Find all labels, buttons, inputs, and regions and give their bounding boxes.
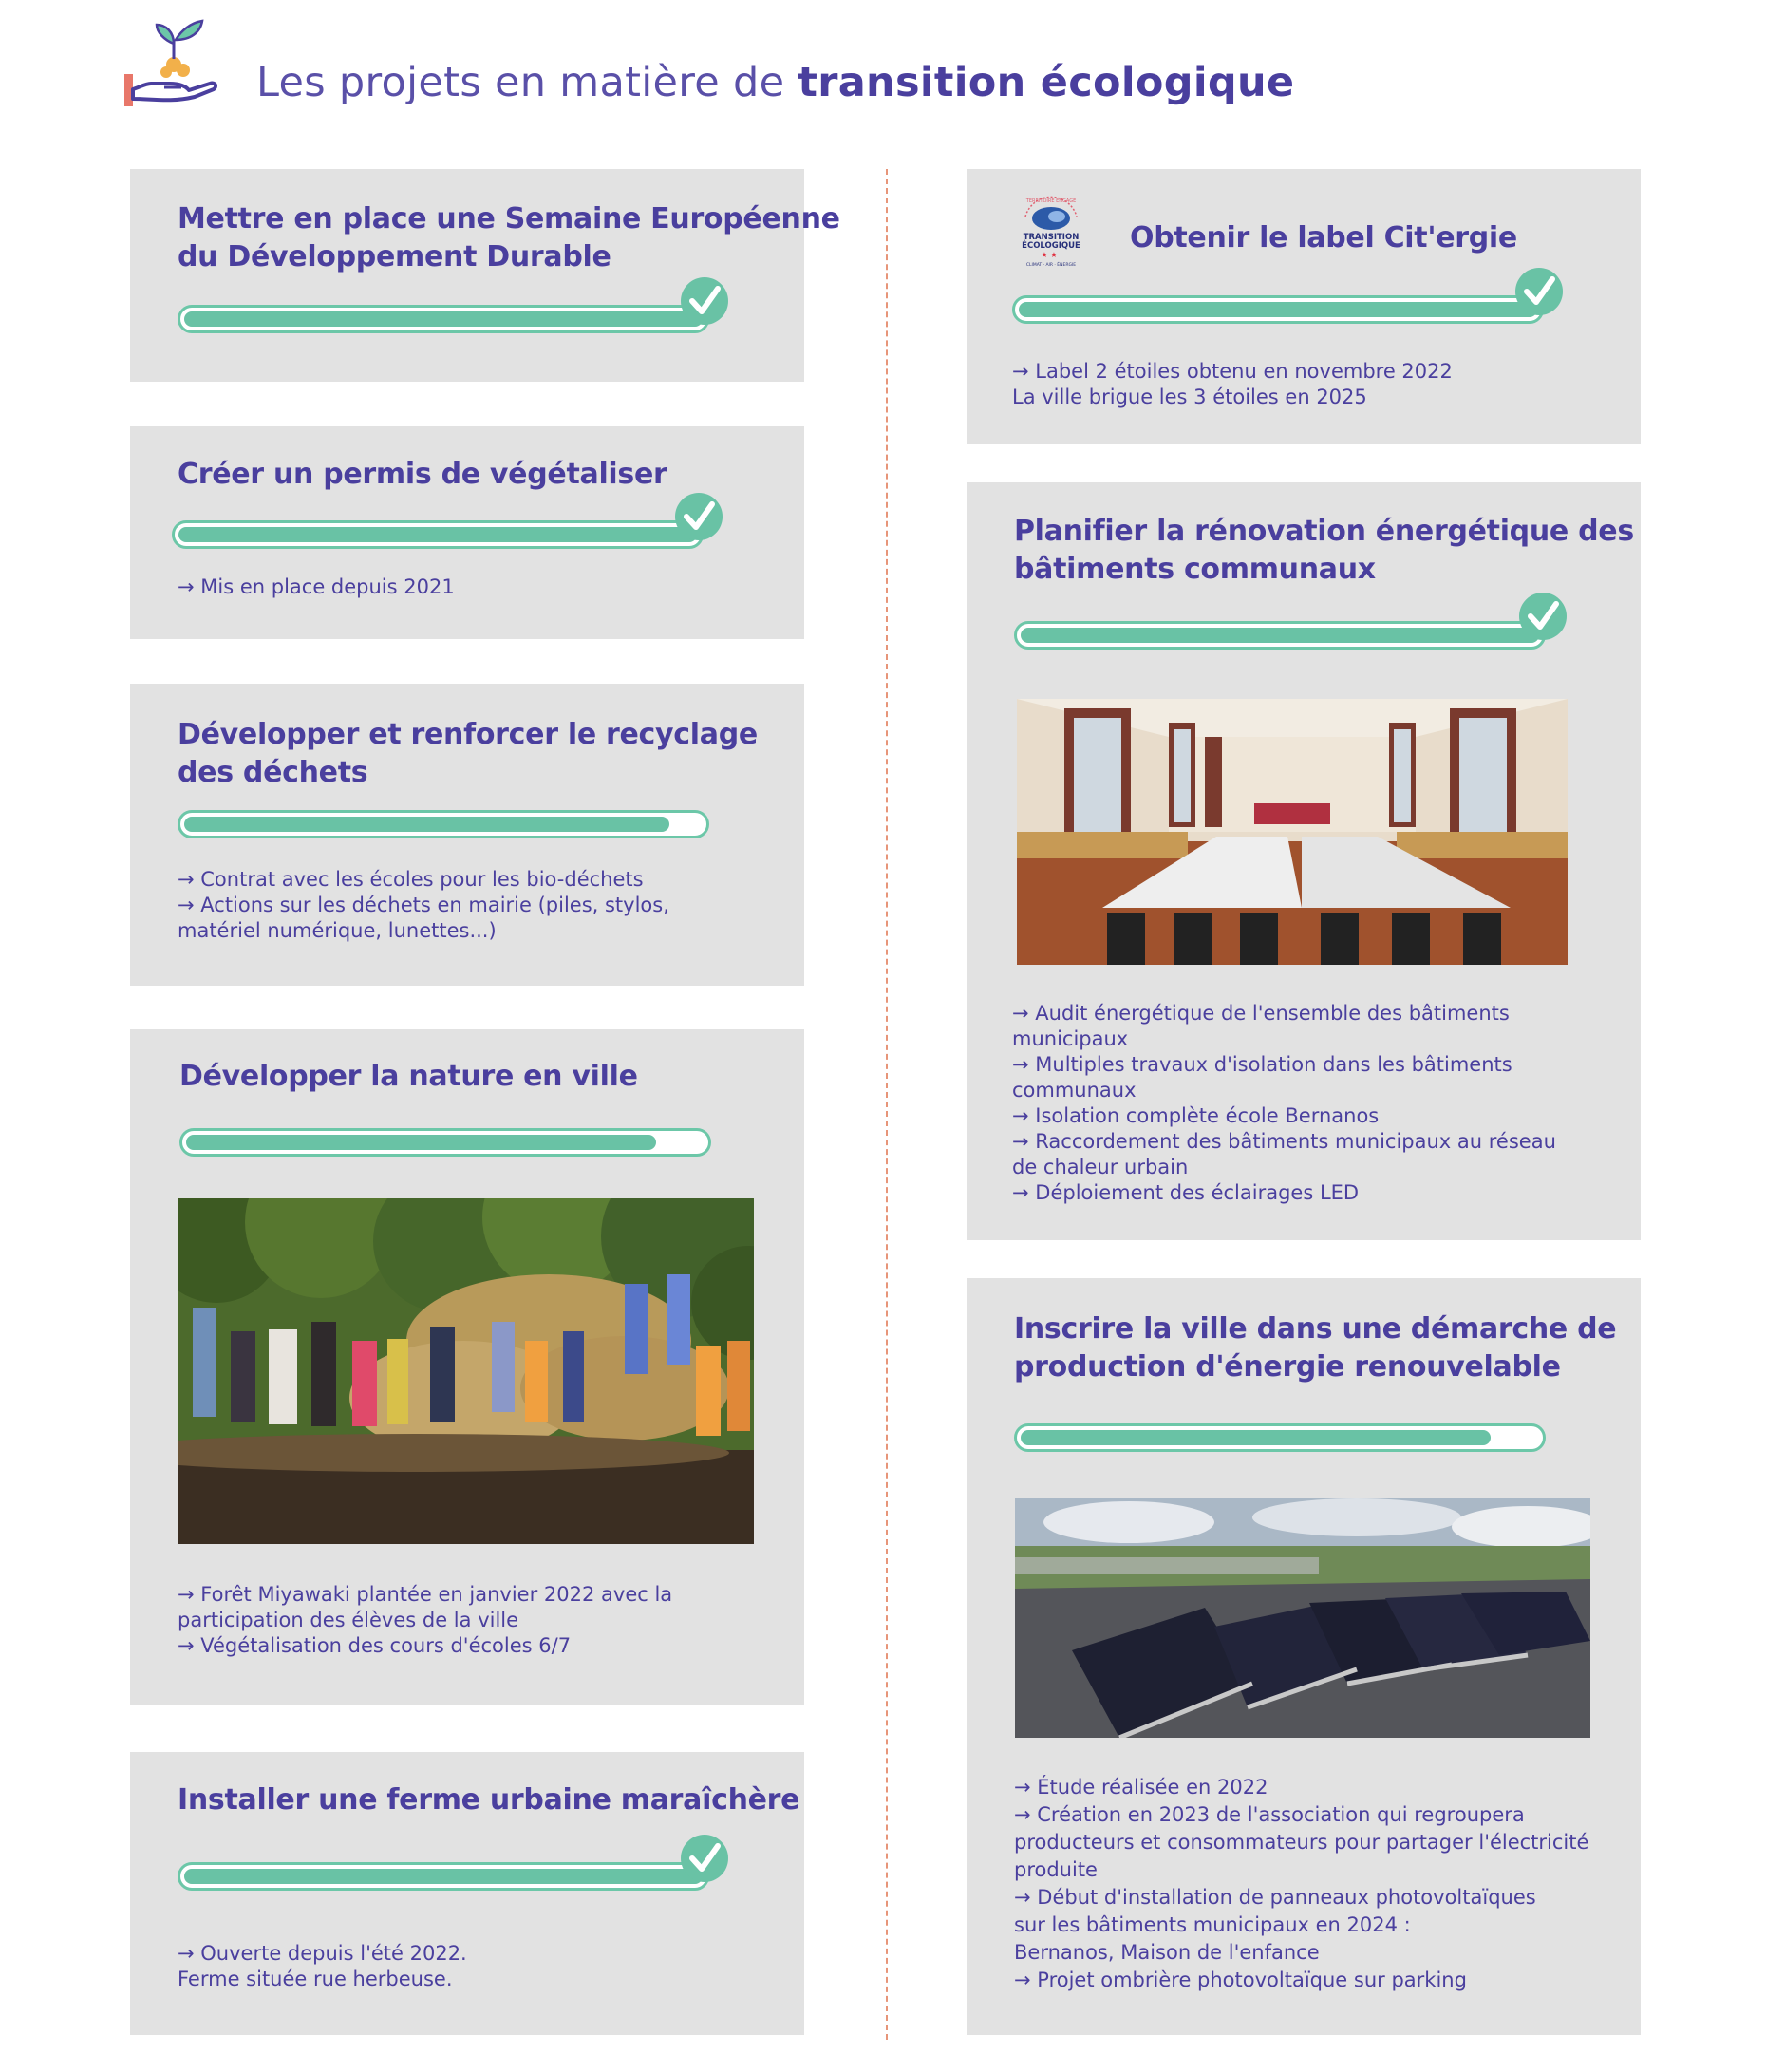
check-icon	[679, 275, 730, 327]
progress-fill	[1019, 302, 1537, 317]
progress-bar	[178, 1862, 709, 1891]
project-title: Développer la nature en ville	[179, 1060, 638, 1093]
project-card-energie-renouvelable	[967, 1278, 1641, 2035]
progress-bar	[1012, 295, 1544, 324]
check-icon	[1513, 266, 1565, 317]
progress-fill	[1021, 628, 1539, 643]
progress-fill	[184, 311, 703, 327]
project-description: → Étude réalisée en 2022 → Création en 2023 de l'association qui regroupera producteurs et consommateurs pour partager l'électricité produite → Début d'installation de panneaux photovoltaïques sur les bâtiments municipaux en 2024 : Bernanos, Maison de l'enfance → Projet ombrière photovoltaïque sur parking	[1014, 1776, 1589, 1991]
project-description: → Mis en place depuis 2021	[178, 575, 455, 598]
hand-plant-icon	[119, 11, 218, 111]
project-title: Planifier la rénovation énergétique des bâtiments communaux	[1014, 515, 1634, 586]
project-title: Créer un permis de végétaliser	[178, 458, 667, 491]
project-card-citergie	[967, 169, 1641, 444]
rooftop-solar-panels-photo	[1015, 1498, 1590, 1738]
progress-bar	[178, 305, 709, 333]
svg-text:★: ★	[1041, 251, 1048, 259]
svg-text:ÉCOLOGIQUE: ÉCOLOGIQUE	[1022, 241, 1080, 251]
check-icon	[673, 491, 724, 542]
progress-fill	[186, 1135, 656, 1150]
project-description: → Contrat avec les écoles pour les bio-déchets → Actions sur les déchets en mairie (piles, stylos, matériel numérique, lunettes...)	[178, 868, 669, 942]
progress-fill	[184, 1869, 703, 1884]
project-card-ferme-urbaine	[130, 1752, 804, 2035]
project-card-recyclage	[130, 684, 804, 986]
check-icon	[1517, 591, 1569, 642]
project-card-permis-vegetaliser	[130, 426, 804, 639]
svg-text:CLIMAT · AIR · ÉNERGIE: CLIMAT · AIR · ÉNERGIE	[1025, 263, 1077, 268]
project-card-renovation-energetique	[967, 482, 1641, 1240]
meeting-room-photo	[1017, 699, 1568, 965]
check-icon	[679, 1833, 730, 1884]
project-title: Développer et renforcer le recyclage des déchets	[178, 718, 758, 789]
progress-fill	[178, 527, 697, 542]
project-title: Installer une ferme urbaine maraîchère	[178, 1783, 800, 1817]
project-card-semaine-europeenne	[130, 169, 840, 382]
progress-fill	[184, 817, 669, 832]
project-description: → Ouverte depuis l'été 2022. Ferme située rue herbeuse.	[178, 1942, 467, 1990]
progress-bar	[179, 1128, 711, 1157]
progress-bar	[178, 810, 709, 838]
svg-text:★: ★	[1050, 251, 1058, 259]
svg-text:TERRITOIRE ENGAGÉ: TERRITOIRE ENGAGÉ	[1025, 198, 1077, 204]
children-planting-forest-photo	[178, 1198, 754, 1544]
project-title: Inscrire la ville dans une démarche de production d'énergie renouvelable	[1014, 1312, 1617, 1384]
column-divider	[886, 169, 888, 2040]
progress-fill	[1021, 1430, 1491, 1445]
project-description: → Label 2 étoiles obtenu en novembre 2022 La ville brigue les 3 étoiles en 2025	[1012, 360, 1453, 408]
project-description: → Audit énergétique de l'ensemble des bâtiments municipaux → Multiples travaux d'isolation dans les bâtiments communaux → Isolation complète école Bernanos → Raccordement des bâtiments municipaux au réseau de chaleur urbain → Déploiement des éclairages LED	[1012, 1002, 1556, 1204]
progress-bar	[1014, 621, 1546, 650]
project-description: → Forêt Miyawaki plantée en janvier 2022 avec la participation des élèves de la ville → Végétalisation des cours d'écoles 6/7	[178, 1583, 673, 1657]
progress-bar	[172, 520, 704, 549]
page-title: Les projets en matière de transition écologique	[256, 59, 1295, 106]
project-card-nature-en-ville	[130, 1029, 804, 1705]
project-title: Mettre en place une Semaine Européenne du Développement Durable	[178, 202, 840, 273]
project-title: Obtenir le label Cit'ergie	[1130, 221, 1517, 254]
svg-text:TRANSITION: TRANSITION	[1023, 233, 1080, 242]
transition-ecologique-label-badge	[1014, 190, 1088, 268]
progress-bar	[1014, 1423, 1546, 1452]
